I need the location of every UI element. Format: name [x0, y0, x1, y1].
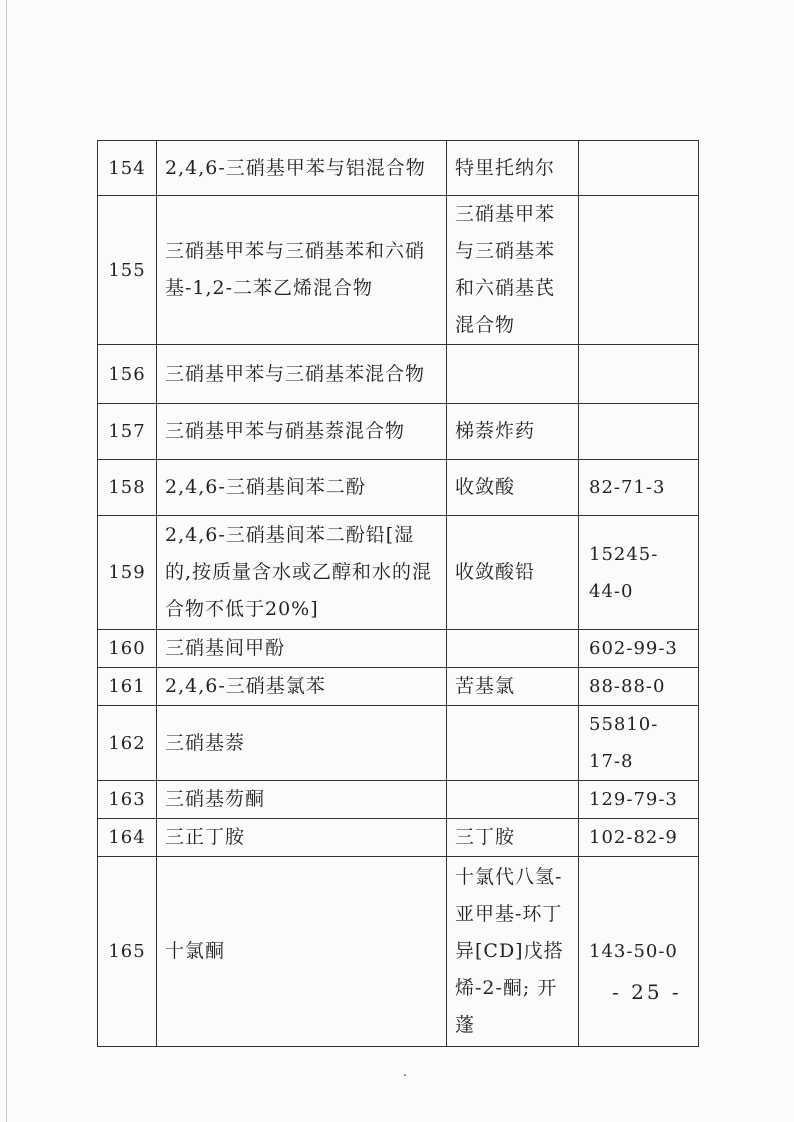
chemical-alias	[447, 345, 579, 404]
table-row	[98, 781, 699, 819]
chemical-alias: 十氯代八氢-亚甲基-环丁异[CD]戊搭烯-2-酮; 开蓬	[447, 857, 579, 1047]
chemical-name: 三硝基芴酮	[157, 781, 447, 819]
table-row	[98, 460, 699, 516]
row-number: 161	[98, 668, 157, 706]
table-row	[98, 141, 699, 196]
chemical-name: 三硝基甲苯与硝基萘混合物	[157, 404, 447, 460]
scan-speck	[404, 1074, 406, 1076]
chemical-alias: 苦基氯	[447, 668, 579, 706]
chemical-alias: 收敛酸铅	[447, 516, 579, 630]
chemical-alias: 三丁胺	[447, 819, 579, 857]
chemical-name: 2,4,6-三硝基间苯二酚	[157, 460, 447, 516]
cas-number: 129-79-3	[579, 781, 699, 819]
row-number: 154	[98, 141, 157, 196]
cas-number: 102-82-9	[579, 819, 699, 857]
cas-number: 15245-44-0	[579, 516, 699, 630]
cas-number	[579, 345, 699, 404]
cas-number	[579, 141, 699, 196]
chemical-name: 十氯酮	[157, 857, 447, 1047]
chemical-alias: 收敛酸	[447, 460, 579, 516]
row-number: 164	[98, 819, 157, 857]
chemical-name: 三硝基甲苯与三硝基苯混合物	[157, 345, 447, 404]
row-number: 159	[98, 516, 157, 630]
page-edge	[6, 0, 7, 1122]
row-number: 155	[98, 196, 157, 345]
chemical-alias: 三硝基甲苯与三硝基苯和六硝基芪混合物	[447, 196, 579, 345]
cas-number: 55810-17-8	[579, 706, 699, 781]
chemical-name: 三硝基萘	[157, 706, 447, 781]
chemical-table	[97, 140, 699, 1047]
chemical-alias: 特里托纳尔	[447, 141, 579, 196]
table-row	[98, 819, 699, 857]
table-row	[98, 668, 699, 706]
cas-number: 143-50-0	[579, 857, 699, 1047]
row-number: 156	[98, 345, 157, 404]
table-row	[98, 857, 699, 1047]
page-number: - 25 -	[612, 980, 682, 1004]
chemical-name: 三硝基甲苯与三硝基苯和六硝基-1,2-二苯乙烯混合物	[157, 196, 447, 345]
cas-number: 82-71-3	[579, 460, 699, 516]
table-row	[98, 516, 699, 630]
table-row	[98, 345, 699, 404]
chemical-name: 三正丁胺	[157, 819, 447, 857]
chemical-name: 三硝基间甲酚	[157, 630, 447, 668]
row-number: 160	[98, 630, 157, 668]
table-row	[98, 404, 699, 460]
chemical-alias	[447, 781, 579, 819]
chemical-alias	[447, 630, 579, 668]
cas-number	[579, 404, 699, 460]
cas-number: 602-99-3	[579, 630, 699, 668]
table-row	[98, 630, 699, 668]
row-number: 165	[98, 857, 157, 1047]
chemical-name: 2,4,6-三硝基甲苯与铝混合物	[157, 141, 447, 196]
row-number: 157	[98, 404, 157, 460]
cas-number: 88-88-0	[579, 668, 699, 706]
chemical-name: 2,4,6-三硝基氯苯	[157, 668, 447, 706]
chemical-alias: 梯萘炸药	[447, 404, 579, 460]
chemical-name: 2,4,6-三硝基间苯二酚铅[湿的,按质量含水或乙醇和水的混合物不低于20%]	[157, 516, 447, 630]
table-row	[98, 196, 699, 345]
chemical-alias	[447, 706, 579, 781]
row-number: 158	[98, 460, 157, 516]
cas-number	[579, 196, 699, 345]
row-number: 163	[98, 781, 157, 819]
row-number: 162	[98, 706, 157, 781]
table-row	[98, 706, 699, 781]
